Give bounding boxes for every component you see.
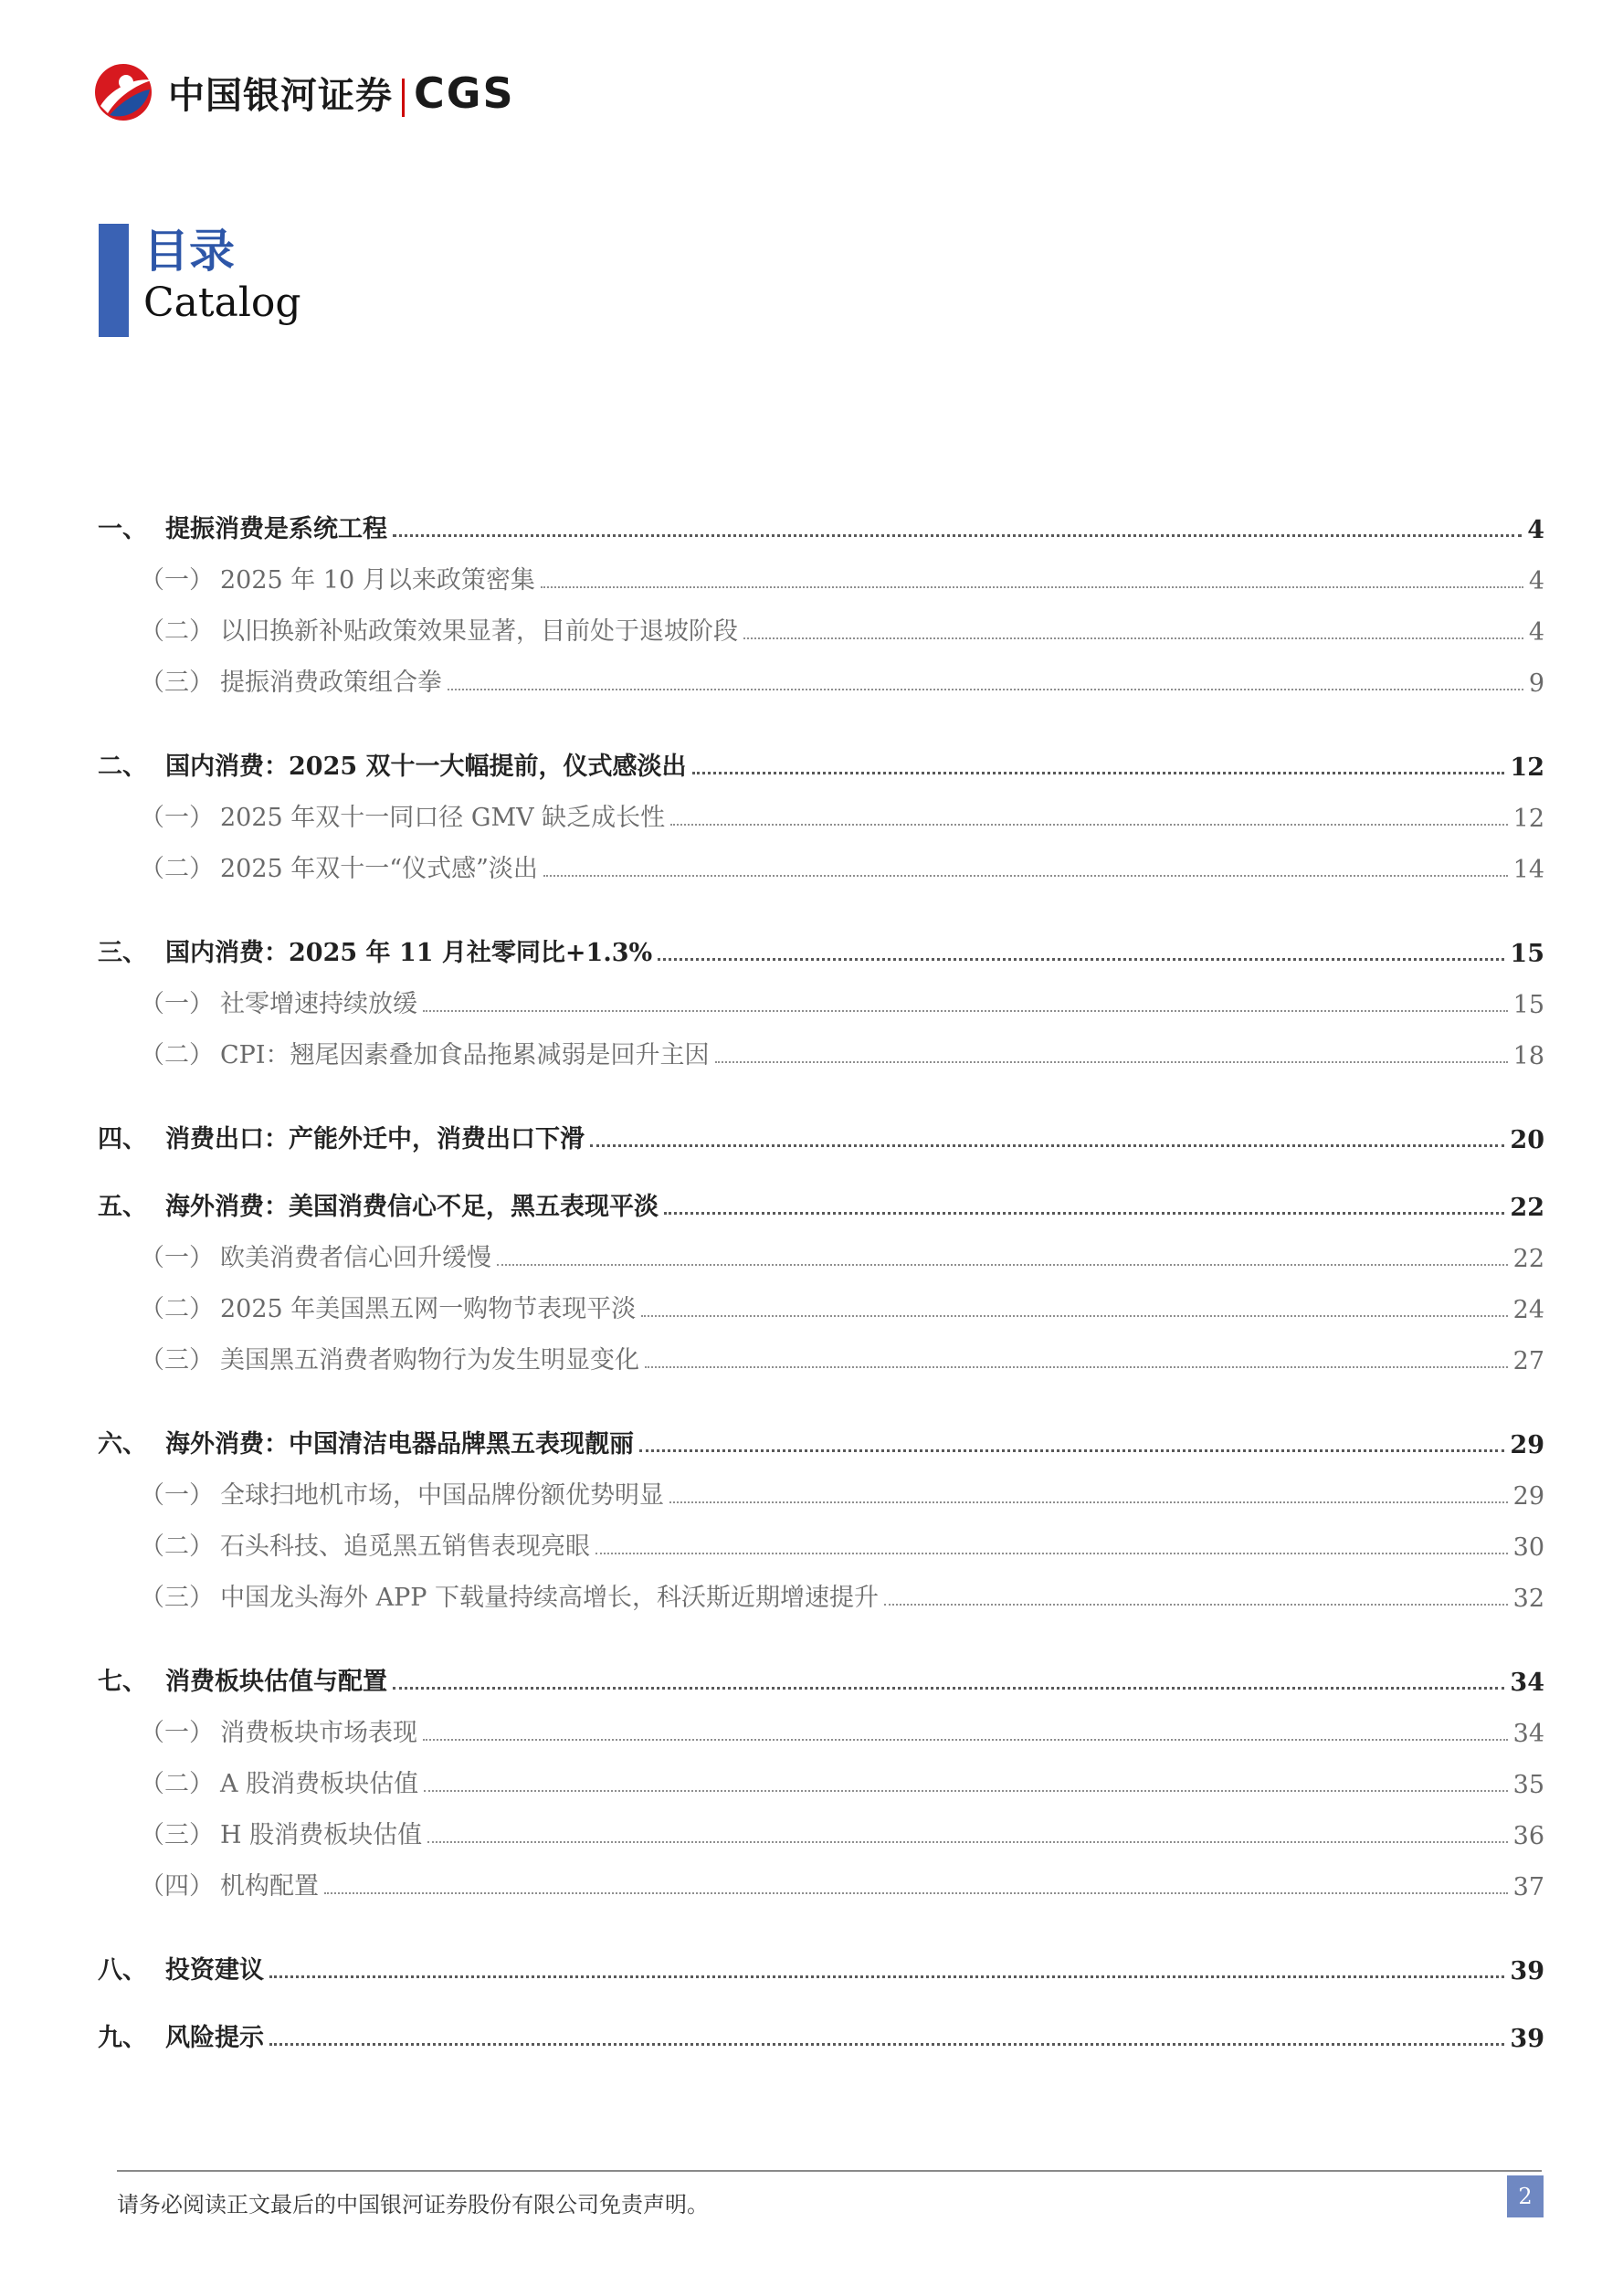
- toc-number: （二）: [140, 1532, 214, 1561]
- toc-subsection[interactable]: [98, 595, 1544, 647]
- toc-page-number: 12: [1510, 753, 1544, 782]
- toc-number: 二、: [98, 753, 147, 781]
- toc-subsection[interactable]: [98, 1697, 1544, 1748]
- toc-number: （二）: [140, 617, 214, 646]
- toc-subsection[interactable]: [98, 1324, 1544, 1375]
- toc-dot-leader: [715, 1061, 1508, 1063]
- toc-subsection[interactable]: [98, 1799, 1544, 1850]
- toc-dot-leader: [590, 1144, 1504, 1147]
- toc-title: CPI：翘尾因素叠加食品拖累减弱是回升主因: [220, 1041, 710, 1069]
- toc-page-number: 39: [1510, 1957, 1544, 1985]
- toc-subsection[interactable]: [98, 782, 1544, 833]
- toc-page-number: 29: [1510, 1431, 1544, 1459]
- toc-dot-leader: [658, 958, 1504, 961]
- logo-text: [168, 67, 515, 119]
- toc-subsection[interactable]: [98, 833, 1544, 884]
- company-logo: [91, 60, 515, 124]
- toc-page-number: 34: [1512, 1720, 1544, 1748]
- toc-page-number: 22: [1512, 1245, 1544, 1273]
- toc-section[interactable]: [98, 714, 1544, 782]
- toc-number: 四、: [98, 1125, 147, 1153]
- toc-dot-leader: [427, 1841, 1508, 1843]
- galaxy-logo-icon: [91, 60, 155, 124]
- toc-number: 一、: [98, 515, 147, 543]
- toc-title: 社零增速持续放缓: [220, 990, 417, 1018]
- toc-page-number: 22: [1510, 1194, 1544, 1222]
- table-of-contents: [98, 477, 1544, 2053]
- toc-title: 消费板块估值与配置: [165, 1668, 387, 1696]
- toc-dot-leader: [641, 1315, 1507, 1317]
- toc-title: 全球扫地机市场，中国品牌份额优势明显: [220, 1481, 664, 1510]
- toc-number: （一）: [140, 1244, 214, 1272]
- toc-dot-leader: [497, 1264, 1508, 1266]
- catalog-title-en: Catalog: [143, 279, 301, 326]
- toc-title: 机构配置: [220, 1872, 319, 1901]
- toc-dot-leader: [692, 772, 1505, 774]
- toc-section[interactable]: [98, 1154, 1544, 1222]
- toc-section[interactable]: [98, 477, 1544, 544]
- toc-section[interactable]: [98, 1087, 1544, 1154]
- toc-subsection[interactable]: [98, 1019, 1544, 1070]
- toc-page-number: 29: [1512, 1482, 1544, 1511]
- toc-subsection[interactable]: [98, 1222, 1544, 1273]
- toc-section[interactable]: [98, 1392, 1544, 1459]
- toc-number: （二）: [140, 1295, 214, 1323]
- toc-subsection[interactable]: [98, 1273, 1544, 1324]
- toc-dot-leader: [884, 1604, 1508, 1606]
- toc-page-number: 4: [1528, 618, 1544, 647]
- toc-dot-leader: [424, 1790, 1508, 1792]
- toc-number: 六、: [98, 1430, 147, 1459]
- toc-number: 八、: [98, 1956, 147, 1985]
- toc-title: 投资建议: [165, 1956, 264, 1985]
- toc-page-number: 20: [1510, 1126, 1544, 1154]
- toc-title: 欧美消费者信心回升缓慢: [220, 1244, 491, 1272]
- toc-page-number: 15: [1510, 940, 1544, 968]
- toc-subsection[interactable]: [98, 647, 1544, 698]
- logo-separator: [402, 79, 405, 117]
- toc-title: 海外消费：美国消费信心不足，黑五表现平淡: [165, 1193, 659, 1221]
- catalog-title-cn: 目录: [143, 224, 235, 278]
- toc-number: （二）: [140, 855, 214, 883]
- toc-title: 2025 年美国黑五网一购物节表现平淡: [220, 1295, 637, 1323]
- toc-title: 以旧换新补贴政策效果显著，目前处于退坡阶段: [220, 617, 738, 646]
- toc-number: （三）: [140, 669, 214, 697]
- toc-page-number: 32: [1512, 1585, 1544, 1613]
- toc-page-number: 12: [1512, 805, 1544, 833]
- toc-dot-leader: [639, 1449, 1504, 1452]
- toc-page-number: 39: [1510, 2025, 1544, 2053]
- toc-subsection[interactable]: [98, 1850, 1544, 1901]
- title-accent-bar: [99, 224, 129, 337]
- toc-page-number: 14: [1512, 856, 1544, 884]
- toc-dot-leader: [595, 1553, 1508, 1554]
- toc-title: A 股消费板块估值: [220, 1770, 419, 1798]
- toc-title: 中国龙头海外 APP 下载量持续高增长，科沃斯近期增速提升: [220, 1584, 879, 1612]
- toc-page-number: 35: [1512, 1771, 1544, 1799]
- toc-title: 提振消费政策组合拳: [220, 669, 442, 697]
- toc-page-number: 24: [1512, 1296, 1544, 1324]
- toc-dot-leader: [669, 1501, 1508, 1503]
- toc-subsection[interactable]: [98, 1511, 1544, 1562]
- toc-page-number: 37: [1512, 1873, 1544, 1901]
- toc-number: （一）: [140, 1719, 214, 1747]
- toc-number: 三、: [98, 939, 147, 967]
- toc-section[interactable]: [98, 1918, 1544, 1985]
- toc-page-number: 30: [1512, 1533, 1544, 1562]
- toc-number: （一）: [140, 990, 214, 1018]
- toc-section[interactable]: [98, 1629, 1544, 1697]
- toc-title: 风险提示: [165, 2024, 264, 2052]
- toc-dot-leader: [269, 2043, 1504, 2046]
- toc-subsection[interactable]: [98, 544, 1544, 595]
- footer-divider: [117, 2170, 1542, 2172]
- toc-number: 七、: [98, 1668, 147, 1696]
- toc-dot-leader: [324, 1892, 1508, 1894]
- toc-number: （一）: [140, 804, 214, 832]
- toc-number: （四）: [140, 1872, 214, 1901]
- toc-dot-leader: [393, 534, 1522, 537]
- logo-company-name: 中国银河证券: [168, 74, 393, 117]
- toc-page-number: 4: [1527, 516, 1544, 544]
- toc-title: 2025 年双十一同口径 GMV 缺乏成长性: [220, 804, 666, 832]
- toc-dot-leader: [423, 1010, 1508, 1012]
- toc-number: （三）: [140, 1584, 214, 1612]
- toc-title: 2025 年 10 月以来政策密集: [220, 566, 535, 595]
- toc-title: 提振消费是系统工程: [165, 515, 387, 543]
- toc-title: 石头科技、追觅黑五销售表现亮眼: [220, 1532, 590, 1561]
- toc-title: 消费出口：产能外迁中，消费出口下滑: [165, 1125, 585, 1153]
- toc-number: （三）: [140, 1821, 214, 1849]
- toc-dot-leader: [448, 689, 1523, 690]
- toc-number: （二）: [140, 1041, 214, 1069]
- page-number: 2: [1507, 2175, 1544, 2217]
- toc-section[interactable]: [98, 1985, 1544, 2053]
- toc-subsection[interactable]: [98, 1562, 1544, 1613]
- toc-title: 消费板块市场表现: [220, 1719, 417, 1747]
- toc-page-number: 34: [1510, 1669, 1544, 1697]
- toc-page-number: 9: [1528, 669, 1544, 698]
- toc-subsection[interactable]: [98, 1459, 1544, 1511]
- toc-subsection[interactable]: [98, 968, 1544, 1019]
- toc-number: （一）: [140, 566, 214, 595]
- toc-dot-leader: [670, 824, 1507, 826]
- toc-number: （二）: [140, 1770, 214, 1798]
- toc-number: （一）: [140, 1481, 214, 1510]
- toc-title: H 股消费板块估值: [220, 1821, 423, 1849]
- toc-title: 海外消费：中国清洁电器品牌黑五表现靓丽: [165, 1430, 634, 1459]
- toc-title: 国内消费：2025 双十一大幅提前，仪式感淡出: [165, 753, 687, 781]
- toc-title: 国内消费：2025 年 11 月社零同比+1.3%: [165, 939, 653, 967]
- toc-section[interactable]: [98, 900, 1544, 968]
- toc-number: 九、: [98, 2024, 147, 2052]
- toc-dot-leader: [543, 875, 1508, 877]
- toc-page-number: 27: [1512, 1347, 1544, 1375]
- toc-dot-leader: [664, 1212, 1504, 1215]
- toc-dot-leader: [423, 1739, 1508, 1741]
- footer-disclaimer: 请务必阅读正文最后的中国银河证券股份有限公司免责声明。: [117, 2192, 709, 2217]
- toc-page-number: 18: [1512, 1042, 1544, 1070]
- toc-dot-leader: [645, 1366, 1508, 1368]
- toc-title: 美国黑五消费者购物行为发生明显变化: [220, 1346, 639, 1374]
- logo-abbr: CGS: [414, 68, 515, 118]
- toc-page-number: 15: [1512, 991, 1544, 1019]
- toc-page-number: 4: [1528, 567, 1544, 595]
- toc-number: 五、: [98, 1193, 147, 1221]
- toc-dot-leader: [393, 1687, 1504, 1690]
- toc-dot-leader: [541, 586, 1523, 588]
- toc-number: （三）: [140, 1346, 214, 1374]
- toc-subsection[interactable]: [98, 1748, 1544, 1799]
- toc-dot-leader: [743, 637, 1523, 639]
- toc-title: 2025 年双十一“仪式感”淡出: [220, 855, 538, 883]
- toc-page-number: 36: [1512, 1822, 1544, 1850]
- toc-dot-leader: [269, 1975, 1504, 1978]
